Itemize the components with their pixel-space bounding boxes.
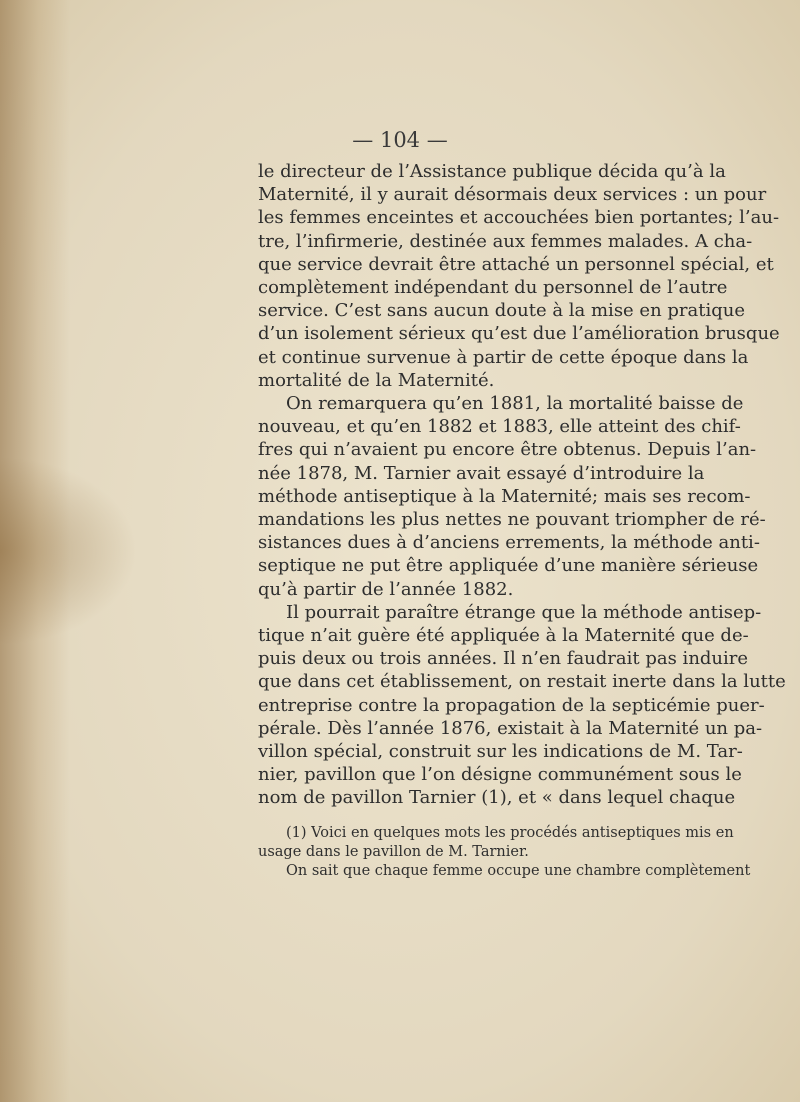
text-line: les femmes enceintes et accouchées bien portantes; l’au- bbox=[258, 207, 780, 229]
text-line: villon spécial, construit sur les indications de M. Tar- bbox=[258, 741, 743, 763]
text-line: que dans cet établissement, on restait inerte dans la lutte bbox=[258, 671, 786, 693]
text-line: mortalité de la Maternité. bbox=[258, 369, 495, 391]
text-line: septique ne put être appliquée d’une manière sérieuse bbox=[258, 555, 759, 577]
text-line: née 1878, M. Tarnier avait essayé d’introduire la bbox=[258, 462, 705, 484]
text-line: et continue survenue à partir de cette époque dans la bbox=[258, 346, 749, 368]
text-line: Il pourrait paraître étrange que la méthode antisep- bbox=[286, 601, 762, 623]
body-text bbox=[258, 160, 786, 810]
text-line: Maternité, il y aurait désormais deux services : un pour bbox=[258, 184, 767, 206]
text-line: entreprise contre la propagation de la septicémie puer- bbox=[258, 694, 765, 716]
text-line: fres qui n’avaient pu encore être obtenus. Depuis l’an- bbox=[258, 439, 757, 461]
page-edge-shading bbox=[0, 0, 70, 1102]
text-line: On remarquera qu’en 1881, la mortalité baisse de bbox=[286, 393, 744, 415]
text-line: le directeur de l’Assistance publique décida qu’à la bbox=[258, 161, 726, 182]
text-line: que service devrait être attaché un personnel spécial, et bbox=[258, 253, 774, 275]
text-line: mandations les plus nettes ne pouvant triompher de ré- bbox=[258, 509, 766, 531]
text-line: méthode antiseptique à la Maternité; mais ses recom- bbox=[258, 485, 751, 507]
paragraph-3 bbox=[258, 601, 786, 810]
footnote bbox=[258, 824, 751, 881]
text-line: tique n’ait guère été appliquée à la Maternité que de- bbox=[258, 625, 749, 647]
text-line: service. C’est sans aucun doute à la mise en pratique bbox=[258, 300, 746, 322]
paragraph-1 bbox=[258, 160, 780, 392]
footnote-line: On sait que chaque femme occupe une chambre complètement bbox=[286, 863, 751, 879]
text-line: nouveau, et qu’en 1882 et 1883, elle atteint des chif- bbox=[258, 416, 741, 438]
text-line: d’un isolement sérieux qu’est due l’amélioration brusque bbox=[258, 323, 780, 345]
text-line: pérale. Dès l’année 1876, existait à la Maternité un pa- bbox=[258, 717, 763, 739]
text-line: qu’à partir de l’année 1882. bbox=[258, 578, 514, 600]
page-number: — 104 — bbox=[352, 128, 448, 152]
footnote-line: usage dans le pavillon de M. Tarnier. bbox=[258, 844, 529, 860]
text-line: sistances dues à d’anciens errements, la méthode anti- bbox=[258, 532, 760, 554]
text-line: nier, pavillon que l’on désigne communément sous le bbox=[258, 764, 742, 786]
text-line: puis deux ou trois années. Il n’en faudrait pas induire bbox=[258, 648, 749, 670]
text-line: complètement indépendant du personnel de l’autre bbox=[258, 277, 728, 299]
footnote-line: (1) Voici en quelques mots les procédés antiseptiques mis en bbox=[286, 825, 734, 841]
text-line: nom de pavillon Tarnier (1), et « dans lequel chaque bbox=[258, 787, 736, 809]
paragraph-2 bbox=[258, 392, 766, 601]
text-line: tre, l’infirmerie, destinée aux femmes malades. A cha- bbox=[258, 230, 753, 252]
